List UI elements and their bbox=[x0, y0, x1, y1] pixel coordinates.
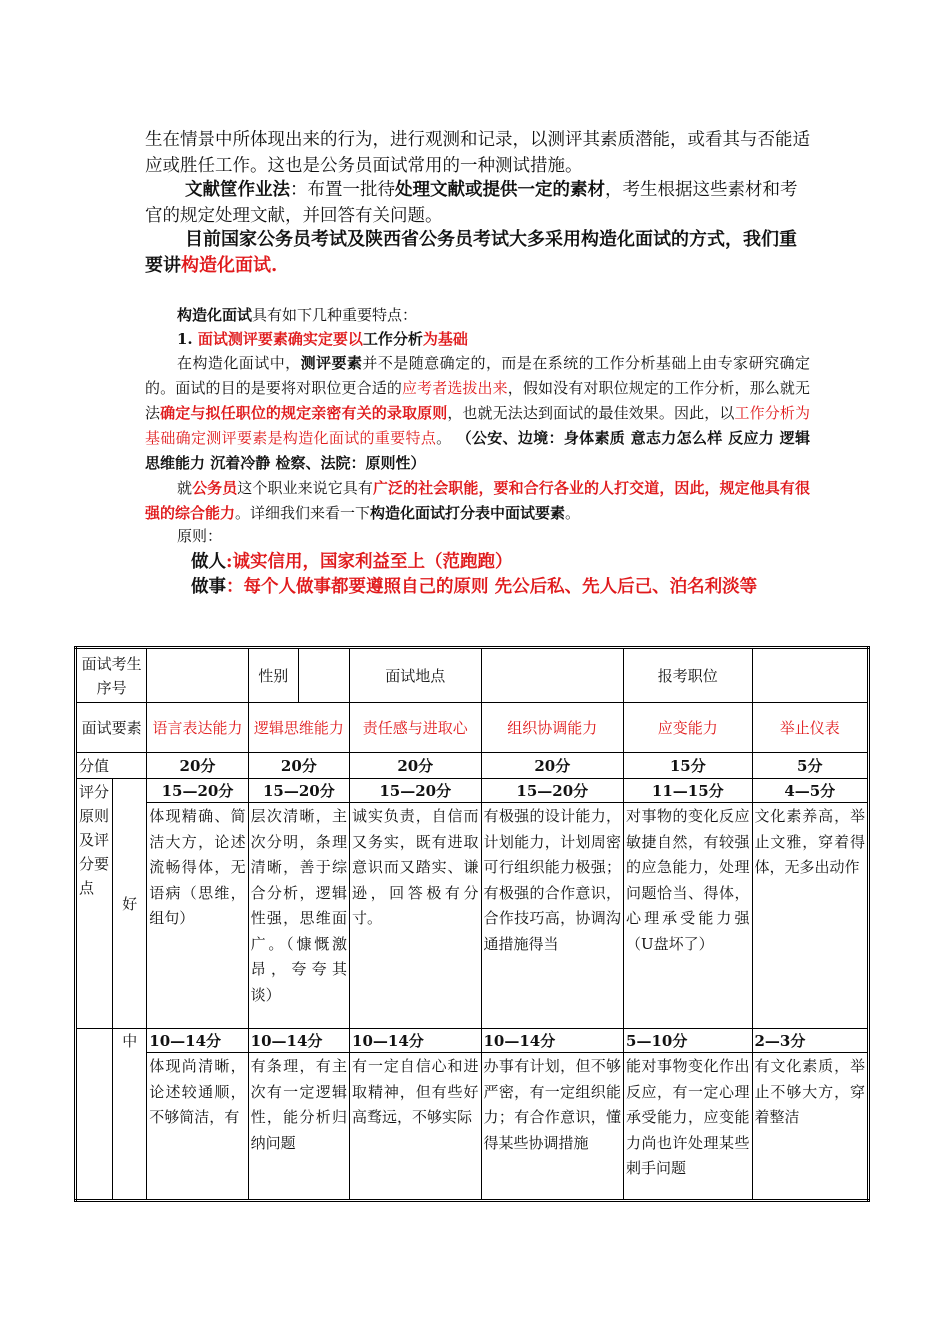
element-cell: 组织协调能力 bbox=[481, 703, 624, 753]
criteria-text: 体现精确、简洁大方，论述流畅得体，无语病（思维，组句） bbox=[147, 803, 248, 1029]
position-value-cell[interactable] bbox=[752, 648, 869, 703]
range-cell: 15—20分 bbox=[350, 779, 481, 803]
table-row-good-text bbox=[76, 803, 869, 1029]
table-row-scores bbox=[76, 753, 869, 779]
criteria-text: 有一定自信心和进取精神，但有些好高骛远，不够实际 bbox=[350, 1053, 481, 1201]
table-row-mid-range bbox=[76, 1029, 869, 1053]
score-label: 分值 bbox=[76, 753, 147, 779]
range-cell: 10—14分 bbox=[147, 1029, 248, 1053]
score-cell: 20分 bbox=[481, 753, 624, 779]
gender-value-cell[interactable] bbox=[298, 648, 349, 703]
element-cell: 责任感与进取心 bbox=[350, 703, 481, 753]
seq-label: 面试考生序号 bbox=[76, 648, 147, 703]
table-row-mid-text bbox=[76, 1053, 869, 1201]
level-good-label: 好 bbox=[113, 779, 147, 1029]
location-label: 面试地点 bbox=[350, 648, 481, 703]
range-cell: 4—5分 bbox=[752, 779, 869, 803]
paragraph-civil-servant: 就公务员这个职业来说它具有广泛的社会职能，要和合行各业的人打交道，因此，规定他具有很强的综合能力。详细我们来看一下构造化面试打分表中面试要素。 bbox=[145, 479, 810, 522]
paragraph-situational-test: 生在情景中所体现出来的行为，进行观测和记录，以测评其素质潜能，或看其与否能适应或胜任工作。这也是公务员面试常用的一种测试措施。 bbox=[145, 130, 810, 176]
criteria-label: 评分原则及评分要点 bbox=[76, 779, 113, 1029]
paragraph-structured-interview: 目前国家公务员考试及陕西省公务员考试大多采用构造化面试的方式，我们重要讲构造化面试. bbox=[145, 229, 797, 276]
elements-label: 面试要素 bbox=[76, 703, 147, 753]
range-cell: 15—20分 bbox=[248, 779, 349, 803]
features-intro: 构造化面试具有如下几种重要特点： bbox=[177, 306, 418, 324]
principle-zuoshi: 做事：每个人做事都要遵照自己的原则 先公后私、先人后己、泊名利淡等 bbox=[191, 577, 758, 597]
criteria-spacer bbox=[76, 1029, 113, 1201]
range-cell: 10—14分 bbox=[350, 1029, 481, 1053]
table-row-elements bbox=[76, 703, 869, 753]
position-label: 报考职位 bbox=[624, 648, 752, 703]
score-cell: 20分 bbox=[350, 753, 481, 779]
element-cell: 逻辑思维能力 bbox=[248, 703, 349, 753]
gender-label: 性别 bbox=[248, 648, 298, 703]
element-cell: 举止仪表 bbox=[752, 703, 869, 753]
range-cell: 11—15分 bbox=[624, 779, 752, 803]
score-cell: 20分 bbox=[248, 753, 349, 779]
seq-value-cell[interactable] bbox=[147, 648, 248, 703]
element-cell: 语言表达能力 bbox=[147, 703, 248, 753]
criteria-text: 能对事物变化作出反应，有一定心理承受能力，应变能力尚也许处理某些刺手问题 bbox=[624, 1053, 752, 1201]
criteria-text: 对事物的变化反应敏捷自然，有较强的应急能力，处理问题恰当、得体，心理承受能力强（U盘坏了） bbox=[624, 803, 752, 1029]
criteria-text: 诚实负责，自信而又务实，既有进取意识而又踏实、谦逊，回答极有分寸。 bbox=[350, 803, 481, 1029]
criteria-text: 有文化素质，举止不够大方，穿着整洁 bbox=[752, 1053, 869, 1201]
range-cell: 10—14分 bbox=[481, 1029, 624, 1053]
range-cell: 15—20分 bbox=[481, 779, 624, 803]
paragraph-job-analysis: 在构造化面试中，测评要素并不是随意确定的，而是在系统的工作分析基础上由专家研究确定的。面试的目的是要将对职位更合适的应考者选拔出来，假如没有对职位规定的工作分析，那么就无法确定与拟任职位的规定亲密有关的录取原则，也就无法达到面试的最佳效果。因此，以工作分析为基础确定测评要素是构造化面试的重要特点。 （公安、边境：身体素质 意志力怎么样 反应力 逻辑思维能力 沉着冷静 检察、法院：原则性） bbox=[145, 354, 810, 472]
range-cell: 15—20分 bbox=[147, 779, 248, 803]
criteria-text: 文化素养高，举止文雅，穿着得体，无多出动作 bbox=[752, 803, 869, 1029]
criteria-text: 体现尚清晰，论述较通顺，不够简洁，有 bbox=[147, 1053, 248, 1201]
score-cell: 20分 bbox=[147, 753, 248, 779]
feature-point-1: 1. 面试测评要素确实定要以工作分析为基础 bbox=[177, 330, 468, 348]
score-cell: 5分 bbox=[752, 753, 869, 779]
range-cell: 2—3分 bbox=[752, 1029, 869, 1053]
criteria-text: 有条理，有主次有一定逻辑性，能分析归纳问题 bbox=[248, 1053, 349, 1201]
criteria-text: 层次清晰，主次分明，条理清晰，善于综合分析，逻辑性强，思维面广。（慷慨激昂，夸夸其谈） bbox=[248, 803, 349, 1029]
criteria-text: 有极强的设计能力，计划能力，计划周密可行组织能力极强；有极强的合作意识，合作技巧高，协调沟通措施得当 bbox=[481, 803, 624, 1029]
criteria-text: 办事有计划，但不够严密，有一定组织能力；有合作意识，懂得某些协调措施 bbox=[481, 1053, 624, 1201]
range-cell: 5—10分 bbox=[624, 1029, 752, 1053]
principle-zuoren: 做人:诚实信用，国家利益至上（范跑跑） bbox=[191, 552, 513, 572]
location-value-cell[interactable] bbox=[481, 648, 624, 703]
interview-score-table bbox=[74, 646, 870, 1202]
table-row-good-range bbox=[76, 779, 869, 803]
paragraph-in-basket: 文献筐作业法：布置一批待处理文献或提供一定的素材，考生根据这些素材和考官的规定处理文献，并回答有关问题。 bbox=[145, 180, 798, 226]
element-cell: 应变能力 bbox=[624, 703, 752, 753]
score-cell: 15分 bbox=[624, 753, 752, 779]
level-mid-label: 中 bbox=[113, 1029, 147, 1201]
range-cell: 10—14分 bbox=[248, 1029, 349, 1053]
principle-label: 原则： bbox=[177, 527, 223, 545]
table-row-header bbox=[76, 648, 869, 703]
term-in-basket: 文献筐作业法 bbox=[185, 180, 290, 200]
